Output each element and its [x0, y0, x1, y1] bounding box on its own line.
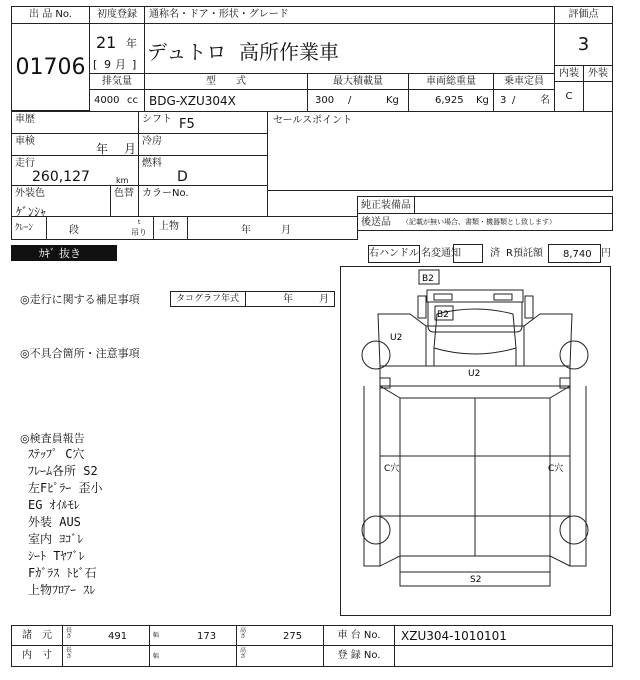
driving-label: ◎走行に関する補足事項 [20, 293, 140, 306]
mark-u2-center: U2 [468, 369, 481, 379]
mark-c-left: C穴 [384, 464, 400, 474]
inspector-line: 外装 AUS [28, 515, 81, 529]
lot-no: 01706 [15, 54, 86, 80]
aftermarket-cell [357, 213, 613, 231]
interior-score: C [554, 81, 584, 112]
chassis: XZU304-1010101 [401, 628, 507, 643]
inspector-line: Fｶﾞﾗｽ ﾄﾋﾞ石 [28, 566, 97, 580]
color-cell [11, 185, 111, 217]
fuel-cell [138, 155, 268, 186]
inspection-year-unit: 年 [96, 142, 109, 156]
mark-u2-left: U2 [390, 333, 403, 343]
ac-label: 冷房 [142, 136, 162, 147]
displacement-unit: cc [127, 95, 138, 106]
length-cell [62, 625, 150, 646]
color-no-cell [110, 185, 139, 217]
recycle-unit: 円 [601, 248, 611, 259]
inspector-line: ｼｰﾄ Tﾔﾌﾞﾚ [28, 549, 85, 563]
gross-weight-label: 車両総重量 [408, 73, 494, 90]
factory-equip-label-box [357, 196, 415, 214]
lot-no-cell [11, 23, 90, 111]
aftermarket-note: （記載が無い場合、書類・機器類とし致します） [402, 218, 556, 226]
chassis-cell [394, 625, 613, 646]
tacho-label: タコグラフ年式 [176, 294, 240, 304]
mileage-cell [11, 155, 139, 186]
shift-label: シフト [142, 114, 172, 125]
inspector-line: EG ｵｲﾙﾓﾚ [28, 498, 80, 512]
upper-year-unit: 年 [241, 225, 251, 236]
color-code-label: カラーNo. [142, 188, 189, 199]
first-reg-label: 初度登録 [89, 6, 145, 24]
displacement-cell [89, 89, 145, 112]
reg-no-label: 登 録 No. [323, 645, 395, 667]
sales-point-cell [267, 111, 613, 191]
int-width-cell [149, 645, 237, 667]
score-cell [554, 23, 613, 66]
sales-point-label: セールスポイント [273, 115, 353, 126]
key-banner-text: ｶｷﾞ 抜き [39, 246, 81, 260]
name-change-label: 名変通知 [421, 248, 461, 259]
upper-cell [187, 216, 358, 240]
crane-suri: 吊り [131, 228, 147, 237]
crane-t: t [138, 219, 141, 226]
displacement-label: 排気量 [89, 73, 145, 90]
name-change-box [453, 244, 483, 263]
shift: F5 [179, 117, 195, 132]
mileage-label: 走行 [15, 158, 35, 169]
first-reg-month: 9 [104, 58, 111, 71]
first-reg-year-unit: 年 [126, 37, 137, 50]
gross-weight-unit: Kg [476, 95, 489, 106]
recycle-amount: 8,740 [563, 249, 592, 260]
defects-label: ◎不具合箇所・注意事項 [20, 347, 140, 360]
color-code-cell [138, 185, 268, 217]
height-cell [236, 625, 324, 646]
gross-weight-cell [408, 89, 494, 112]
upper-month-unit: 月 [281, 225, 291, 236]
max-load-label: 最大積載量 [307, 73, 409, 90]
int-width-label: 幅 [153, 653, 160, 660]
max-load: 300 [315, 95, 335, 106]
model: BDG-XZU304X [149, 93, 236, 108]
mileage-unit: km [116, 176, 129, 185]
history-cell [11, 111, 139, 134]
inspector-line: 左Fﾋﾟﾗｰ 歪小 [28, 481, 103, 495]
upper-label-cell [153, 216, 188, 240]
tacho-year-unit: 年 [283, 294, 293, 305]
shift-cell [138, 111, 268, 134]
inspector-line: ｽﾃｯﾌﾟ C穴 [28, 447, 85, 461]
inspection-cell [11, 133, 139, 156]
inspection-month-unit: 月 [124, 142, 137, 156]
interior-dims-label: 内 寸 [11, 645, 63, 667]
recycle-cell [548, 244, 601, 263]
mark-b2-top: B2 [422, 274, 434, 284]
inspector-line: 室内 ﾖｺﾞﾚ [28, 532, 84, 546]
int-length-cell [62, 645, 150, 667]
inspector-label: ◎検査員報告 [20, 432, 85, 445]
mark-b2-cab: B2 [437, 310, 449, 320]
inspector-line: 上物ﾌﾛｱｰ ｽﾚ [28, 583, 96, 597]
truck-diagram [340, 266, 611, 616]
name-cell [144, 23, 555, 74]
max-load-slash: / [348, 95, 352, 106]
crane-label-cell [11, 216, 47, 240]
crane-cell [46, 216, 154, 240]
car-grade: 高所作業車 [239, 40, 339, 64]
ac-cell [138, 133, 268, 156]
gross-weight: 6,925 [435, 95, 464, 106]
chassis-label: 車 台 No. [323, 625, 395, 646]
tacho-label-box [170, 291, 246, 307]
color-label: 外装色 [15, 188, 45, 199]
inspector-lines [28, 446, 158, 599]
int-height-label: 高さ [240, 647, 247, 660]
mark-s2-bottom: S2 [470, 575, 482, 585]
upper-label: 上物 [159, 221, 179, 232]
capacity-slash: / [512, 95, 516, 106]
score: 3 [577, 34, 590, 55]
history-label: 車歴 [15, 114, 35, 125]
exterior-label: 外装 [583, 65, 613, 82]
length: 491 [108, 631, 128, 642]
color-no-label: 色替 [114, 188, 134, 199]
factory-equip-label: 純正装備品 [361, 200, 411, 211]
capacity: 3 [500, 95, 507, 106]
inspection-label: 車検 [15, 136, 35, 147]
first-reg-month-unit: 月 [115, 58, 126, 71]
interior-label: 内装 [554, 65, 584, 82]
key-banner [11, 245, 117, 261]
score-label: 評価点 [554, 6, 613, 24]
name-label: 通称名・ドア・形状・グレード [144, 6, 555, 24]
fuel: D [177, 169, 188, 185]
crane-label: ｸﾚｰﾝ [15, 223, 34, 233]
capacity-cell [493, 89, 555, 112]
int-height-cell [236, 645, 324, 667]
displacement: 4000 [94, 95, 120, 106]
color: ｹﾞﾝｼｬ [16, 205, 47, 219]
steering-cell: 右ハンドル [368, 245, 420, 263]
height-label: 高さ [240, 627, 247, 640]
recycle-label: R預託額 [506, 248, 543, 259]
reg-no-cell [394, 645, 613, 667]
int-length-label: 長さ [66, 647, 73, 660]
model-cell [144, 89, 308, 112]
aftermarket-label: 後送品 [361, 217, 391, 228]
capacity-unit: 名 [540, 95, 550, 106]
tacho-month-unit: 月 [319, 294, 329, 305]
inspector-line: ﾌﾚｰﾑ各所 S2 [28, 464, 98, 478]
width-label: 幅 [153, 632, 160, 639]
length-label: 長さ [66, 627, 73, 640]
lot-no-label: 出 品 No. [11, 6, 90, 24]
width: 173 [197, 631, 217, 642]
max-load-cell [307, 89, 409, 112]
mileage: 260,127 [32, 169, 90, 185]
capacity-label: 乗車定員 [493, 73, 555, 90]
crane-stage: 段 [69, 225, 79, 236]
exterior-score [583, 81, 613, 112]
first-reg-cell: 21 年 [ 9 月 ] [89, 23, 145, 74]
mark-c-right: C穴 [548, 464, 564, 474]
height: 275 [283, 631, 303, 642]
first-reg-year: 21 [96, 33, 117, 52]
car-name: デュトロ [147, 40, 227, 64]
fuel-label: 燃料 [142, 158, 162, 169]
dims-label: 諸 元 [11, 625, 63, 646]
width-cell [149, 625, 237, 646]
max-load-unit: Kg [386, 95, 399, 106]
model-label: 型 式 [144, 73, 308, 90]
sumi-label: 済 [490, 248, 500, 259]
